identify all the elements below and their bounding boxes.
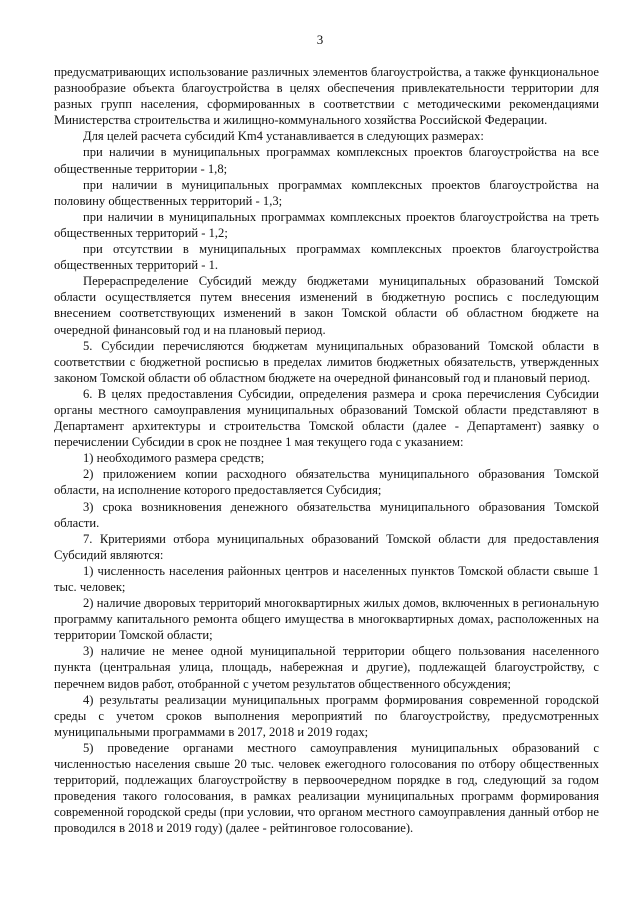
paragraph: 1) необходимого размера средств;: [83, 451, 265, 466]
page-number: 3: [316, 32, 324, 47]
document-body: [54, 64, 599, 837]
paragraph: предусматривающих использование различных элементов благоустройства, а также функциональное разнообразие объекта благоустройства в целях обеспечения привлекательности территории для разных групп населения, сформированных в соответствии с методическими рекомендациями Министерства строительства и жилищно-коммунального хозяйства Российской Федерации.: [54, 65, 599, 128]
paragraph: Перераспределение Субсидий между бюджетами муниципальных образований Томской области осуществляется путем внесения изменений в бюджетную роспись с последующим внесением соответствующих изменений в закон Томской области об областном бюджете на очередной финансовый год и на плановый период.: [54, 274, 599, 337]
paragraph: при наличии в муниципальных программах комплексных проектов благоустройства на половину общественных территорий - 1,3;: [54, 177, 599, 208]
paragraph: 4) результаты реализации муниципальных программ формирования современной городской среды с учетом сроков выполнения мероприятий по благоустройству, предусмотренных муниципальными программами в 2017, 2018 и 2019 годах;: [54, 692, 599, 739]
paragraph: 3) наличие не менее одной муниципальной территории общего пользования населенного пункта (центральная улица, площадь, набережная и другие), подлежащей благоустройству, с перечнем видов работ, отобранной с учетом результатов общественного обсуждения;: [54, 644, 599, 691]
paragraph: 5) проведение органами местного самоуправления муниципальных образований с численностью населения свыше 20 тыс. человек ежегодного голосования по отбору общественных территорий, подлежащих благоустройству в первоочередном порядке в год, следующий за годом проведения такого голосования, в рамках реализации муниципальных программ формирования современной городской среды (при условии, что органом местного самоуправления данный отбор не проводился в 2018 и 2019 году) (далее - рейтинговое голосование).: [54, 740, 599, 836]
paragraph: 2) наличие дворовых территорий многоквартирных жилых домов, включенных в региональную программу капитального ремонта общего имущества в многоквартирных домах, расположенных на территории Томской области;: [54, 596, 599, 643]
paragraph: при наличии в муниципальных программах комплексных проектов благоустройства на треть общественных территорий - 1,2;: [54, 209, 599, 240]
paragraph: 6. В целях предоставления Субсидии, определения размера и срока перечисления Субсидии органы местного самоуправления муниципальных образований Томской области представляют в Департамент архитектуры и строительства Томской области (далее - Департамент) заявку о перечислении Субсидии в срок не позднее 1 мая текущего года с указанием:: [54, 386, 599, 450]
paragraph: 2) приложением копии расходного обязательства муниципального образования Томской области, на исполнение которого предоставляется Субсидия;: [54, 467, 599, 498]
paragraph: 5. Субсидии перечисляются бюджетам муниципальных образований Томской области в соответствии с бюджетной росписью в пределах лимитов бюджетных обязательств, утвержденных законом Томской области об областном бюджете на очередной финансовый год и плановый период.: [54, 338, 599, 385]
paragraph: 1) численность населения районных центров и населенных пунктов Томской области свыше 1 тыс. человек;: [54, 563, 599, 594]
paragraph: при наличии в муниципальных программах комплексных проектов благоустройства на все общественные территории - 1,8;: [54, 145, 599, 176]
paragraph: Для целей расчета субсидий Km4 устанавливается в следующих размерах:: [83, 129, 484, 144]
paragraph: 7. Критериями отбора муниципальных образований Томской области для предоставления Субсидий являются:: [54, 531, 599, 562]
paragraph: 3) срока возникновения денежного обязательства муниципального образования Томской области.: [54, 499, 599, 530]
paragraph: при отсутствии в муниципальных программах комплексных проектов благоустройства общественных территорий - 1.: [54, 242, 599, 273]
